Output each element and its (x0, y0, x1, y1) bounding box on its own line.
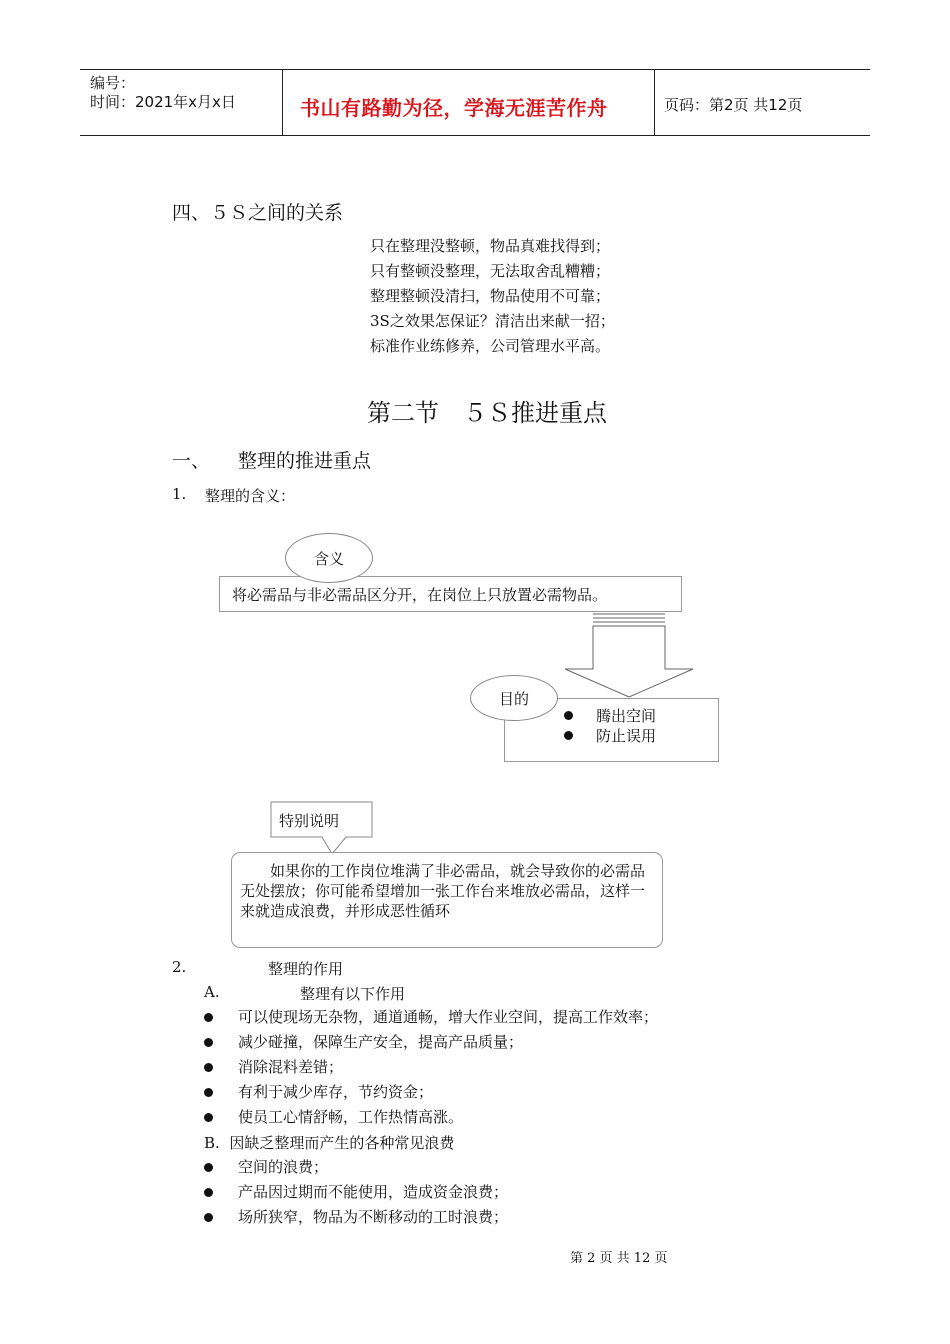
purpose-item: 腾出空间 (596, 707, 657, 725)
poem (370, 234, 615, 359)
purpose-ellipse (470, 675, 558, 721)
sub-heading: B. 因缺乏整理而产生的各种常见浪费 (204, 1134, 455, 1152)
bullet-icon (564, 731, 573, 740)
bullet-icon (204, 1213, 213, 1222)
list-item-text: 减少碰撞，保障生产安全，提高产品质量； (238, 1033, 524, 1051)
header-top-rule (80, 69, 870, 70)
bullet-icon (204, 1188, 213, 1197)
note-box (231, 852, 663, 948)
bullet-icon (204, 1088, 213, 1097)
poem-line: 只在整理没整顿，物品真难找得到； (370, 237, 611, 255)
meaning-label: 含义 (313, 549, 344, 568)
poem-line: 只有整顿没整理，无法取舍乱糟糟； (370, 262, 611, 280)
sub-heading: 整理有以下作用 (300, 985, 406, 1003)
bullet-icon (204, 1013, 213, 1022)
item-text: 整理的作用 (268, 960, 344, 978)
poem-line: 整理整顿没清扫，物品使用不可靠； (370, 287, 611, 305)
section-heading: 四、５Ｓ之间的关系 (172, 202, 344, 224)
bullet-icon (204, 1113, 213, 1122)
list-item-text: 有利于减少库存，节约资金； (238, 1083, 434, 1101)
header-divider-right (654, 69, 655, 136)
bullet-icon (204, 1063, 213, 1072)
down-arrow-icon (560, 611, 700, 701)
note-label: 特别说明 (279, 812, 340, 830)
meaning-text: 将必需品与非必需品区分开，在岗位上只放置必需物品。 (232, 586, 608, 604)
item-text: 整理的含义： (205, 487, 296, 505)
list-item-text: 空间的浪费； (238, 1158, 329, 1176)
meaning-ellipse (285, 533, 373, 583)
header-bottom-rule (80, 135, 870, 136)
bullet-icon (204, 1163, 213, 1172)
list-item-text: 使员工心情舒畅，工作热情高涨。 (238, 1108, 464, 1126)
part-heading: 整理的推进重点 (238, 450, 372, 472)
poem-line: 3S之效果怎保证？清洁出来献一招； (370, 312, 615, 330)
list-item-text: 消除混料差错； (238, 1058, 344, 1076)
header-page-label: 页码：第2页 共12页 (664, 96, 803, 114)
list-item-text: 产品因过期而不能使用，造成资金浪费； (238, 1183, 509, 1201)
poem-line: 标准作业练修养，公司管理水平高。 (370, 337, 611, 355)
meaning-box (219, 576, 682, 612)
header-time-label: 时间：2021年x月x日 (90, 93, 236, 111)
purpose-label: 目的 (498, 689, 529, 708)
header-divider-left (282, 69, 283, 136)
chapter-title: 第二节 ５Ｓ推进重点 (367, 399, 607, 427)
bullet-icon (204, 1038, 213, 1047)
part-number: 一、 (172, 450, 211, 472)
item-number: 2. (172, 958, 187, 976)
list-item-text: 可以使现场无杂物，通道通畅，增大作业空间，提高工作效率； (238, 1008, 659, 1026)
sub-number: A. (204, 983, 220, 1001)
purpose-item: 防止误用 (596, 727, 657, 745)
bullet-icon (564, 711, 573, 720)
page-footer: 第 2 页 共 12 页 (570, 1251, 668, 1266)
header-motto: 书山有路勤为径，学海无涯苦作舟 (300, 96, 608, 120)
note-text: 如果你的工作岗位堆满了非必需品，就会导致你的必需品无处摆放；你可能希望增加一张工作台来堆放必需品，这样一来就造成浪费，并形成恶性循环 (240, 862, 646, 920)
item-number: 1. (172, 485, 187, 503)
header-number-label: 编号： (90, 74, 136, 92)
list-item-text: 场所狭窄，物品为不断移动的工时浪费； (238, 1208, 509, 1226)
